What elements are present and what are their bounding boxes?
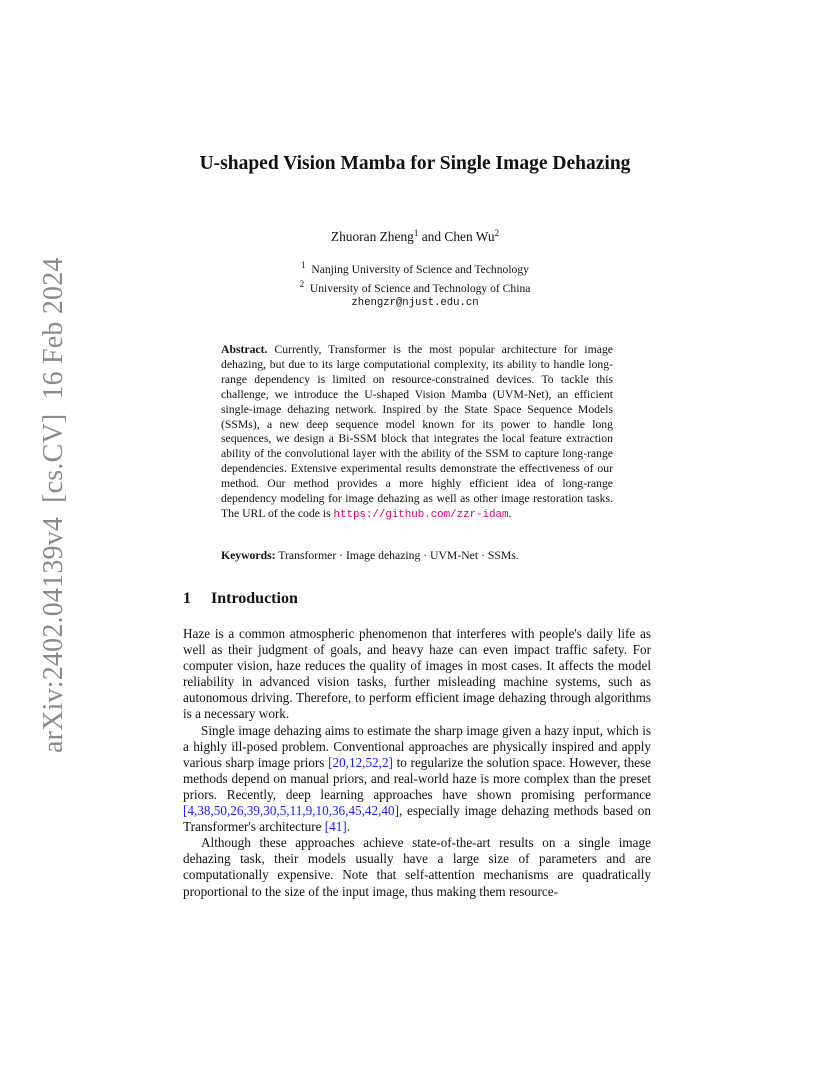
abstract-label: Abstract.	[221, 343, 268, 356]
affiliation-2: $^2$ University of Science and Technology of China	[299, 279, 531, 295]
arxiv-id[interactable]: arXiv:2402.04139v4	[38, 516, 69, 753]
author-1: Zhuoran Zheng	[330, 229, 414, 244]
affiliations	[170, 258, 660, 311]
section-title: Introduction	[211, 590, 298, 607]
arxiv-sidebar	[18, 257, 69, 753]
paragraph-3: Although these approaches achieve state-of-the-art results on a single image dehazing task, their models usually have a large size of parameters and are computationally expensive. Note that self-attention mechanisms are quadratically proportional to the size of the input image, thus making them resource-	[183, 835, 651, 899]
section-heading	[183, 590, 298, 608]
author-2: Chen Wu	[444, 229, 495, 244]
citation-link[interactable]: [4,38,50,26,39,30,5,11,9,10,36,45,42,40]	[183, 803, 399, 819]
keywords	[221, 549, 613, 562]
affiliation-1: $^1$ Nanjing University of Science and Technology	[301, 260, 529, 276]
keywords-text: Transformer · Image dehazing · UVM-Net · SSMs.	[278, 549, 519, 562]
paragraph-1: Haze is a common atmospheric phenomenon that interferes with people's daily life as well as their judgment of goals, and heavy haze can even impact traffic safety. For computer vision, haze reduces the quality of images in most cases. It affects the model reliability in advanced vision tasks, further misleading machine systems, such as autonomous driving. Therefore, to perform efficient image dehazing through algorithms is a necessary work.	[183, 626, 651, 722]
paper-title: U-shaped Vision Mamba for Single Image Dehazing	[199, 153, 631, 174]
code-url-link[interactable]: https://github.com/zzr-idam	[333, 508, 509, 521]
author-2-affil-mark: 2	[494, 228, 500, 238]
citation-link[interactable]: [20,12,52,2]	[328, 754, 393, 770]
section-number: 1	[183, 590, 191, 607]
author-1-affil-mark: 1	[413, 228, 419, 238]
author-line	[170, 228, 660, 245]
keywords-label: Keywords:	[221, 549, 276, 562]
introduction-body	[183, 626, 651, 900]
paragraph-2: Single image dehazing aims to estimate the sharp image given a hazy input, which is a highly ill-posed problem. Conventional approaches are physically inspired and apply various sharp image priors [20,12,52,2] to regularize the solution space. However, these methods depend on manual priors, and real-world haze is more complex than the preset priors. Recently, deep learning approaches have shown promising performance [4,38,50,26,39,30,5,11,9,10,36,45,42,40], especially image dehazing methods based on Transformer's architecture [41].	[183, 722, 652, 835]
arxiv-category: [cs.CV]	[38, 413, 69, 503]
arxiv-identifier	[38, 243, 70, 753]
abstract: Abstract. Currently, Transformer is the most popular architecture for image dehazing, but due to its large computational complexity, its ability to handle long-range dependency is limited on resource-constrained devices. To tackle this challenge, we introduce the U-shaped Vision Mamba (UVM-Net), an efficient single-image dehazing network. Inspired by the State Space Sequence Models (SSMs), a new deep sequence model known for its power to handle long sequences, we design a Bi-SSM block that integrates the local feature extraction ability of the convolutional layer with the ability of the SSM to capture long-range dependencies. Extensive experimental results demonstrate the effectiveness of our method. Our method provides a more highly efficient idea of long-range dependency modeling for image dehazing as well as other image restoration tasks. The URL of the code is https://github.com/zzr-idam.	[221, 343, 613, 521]
arxiv-date: 16 Feb 2024	[38, 257, 69, 400]
citation-link[interactable]: [41]	[324, 819, 347, 835]
abstract-text: Currently, Transformer is the most popular architecture for image dehazing, but due to its large computational complexity, its ability to handle long-range dependency is limited on resource-constrained devices. To tackle this challenge, we introduce the U-shaped Vision Mamba (UVM-Net), an efficient single-image dehazing network. Inspired by the State Space Sequence Models (SSMs), a new deep sequence model known for its power to handle long sequences, we design a Bi-SSM block that integrates the local feature extraction ability of the convolutional layer with the ability of the SSM to capture long-range dependencies. Extensive experimental results demonstrate the effectiveness of our method. Our method provides a more highly efficient idea of long-range dependency modeling for image dehazing as well as other image restoration tasks. The URL of the code is	[221, 343, 613, 520]
author-conjunction: and	[421, 229, 442, 244]
author-email[interactable]: zhengzr@njust.edu.cn	[351, 297, 479, 309]
